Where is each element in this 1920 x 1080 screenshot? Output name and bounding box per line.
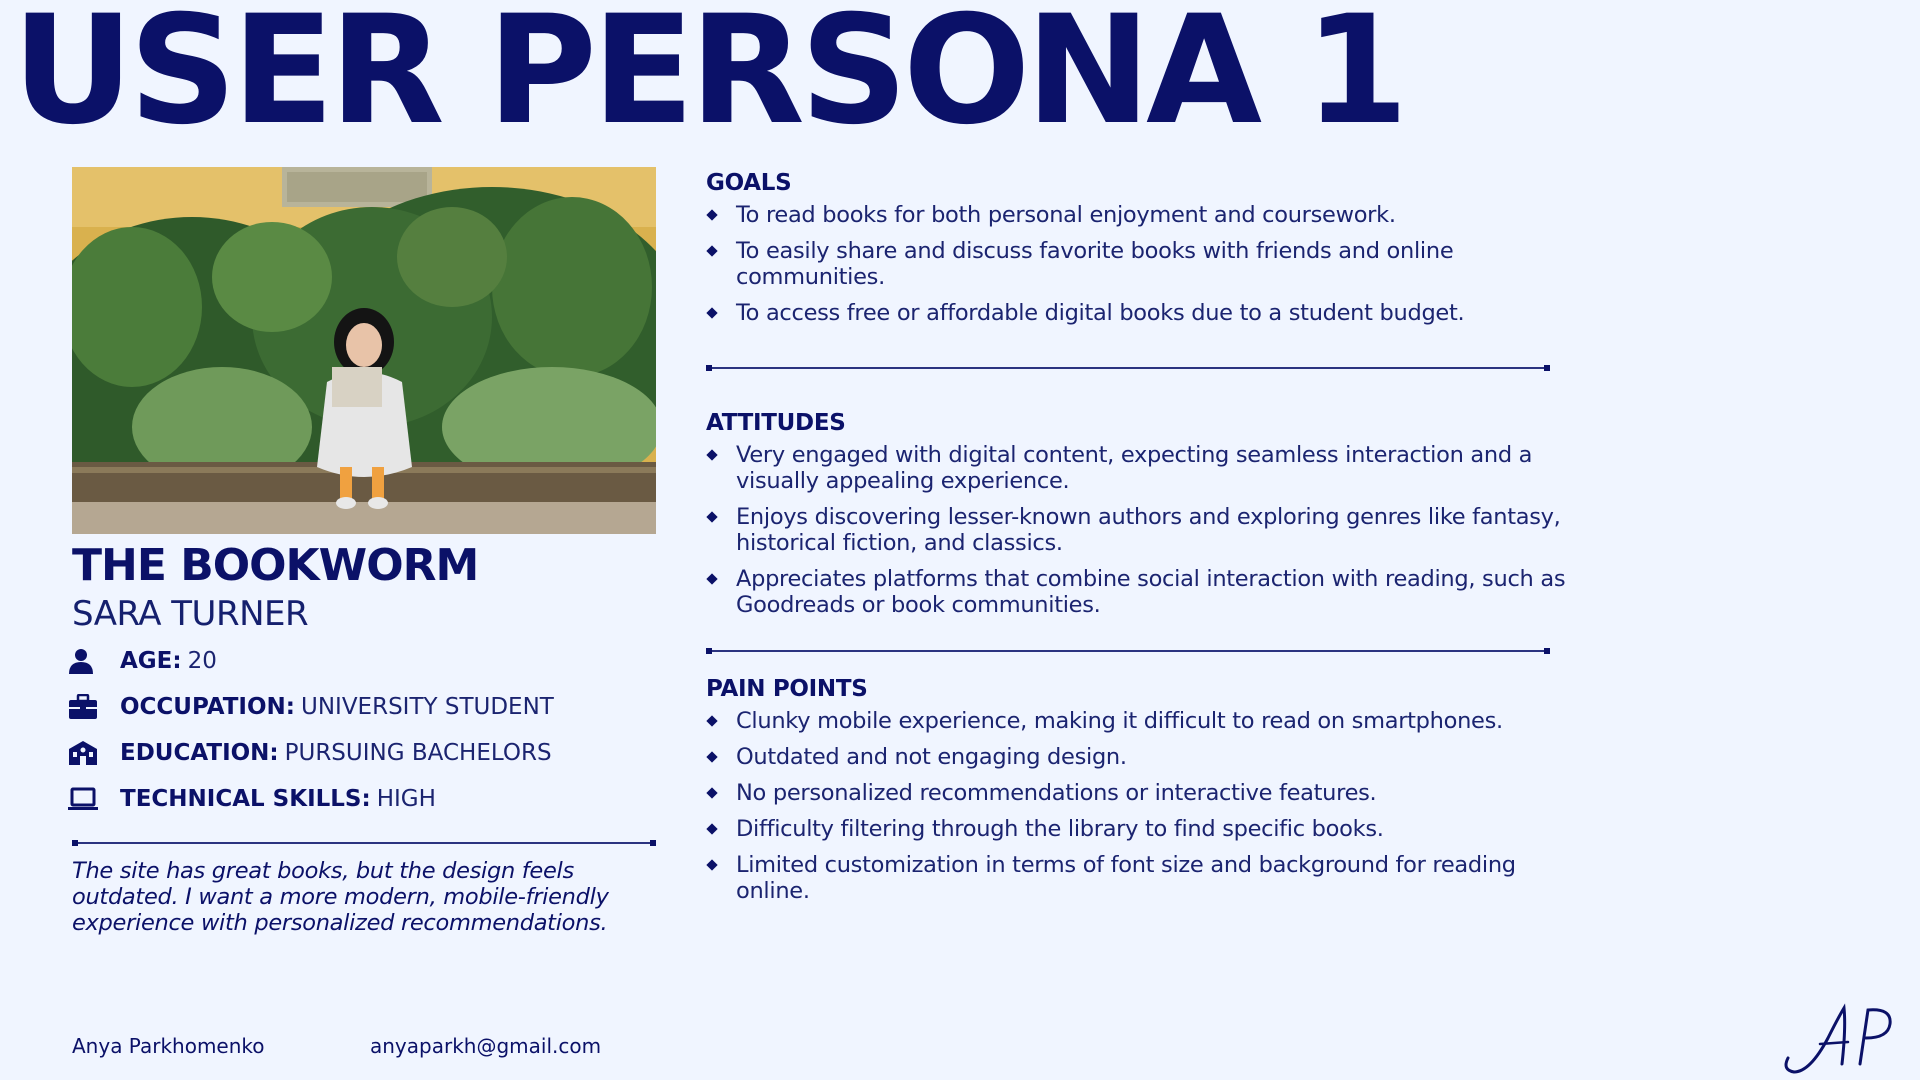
persona-quote: The site has great books, but the design feels outdated. I want a more modern, mobile-friendly experience with personalized recommendations. [72, 858, 609, 936]
fact-occupation: OCCUPATION: UNIVERSITY STUDENT [68, 684, 668, 730]
fact-education: EDUCATION: PURSUING BACHELORS [68, 730, 668, 776]
persona-name: SARA TURNER [72, 594, 309, 634]
list-item: Enjoys discovering lesser-known authors and exploring genres like fantasy, historical fiction, and classics. [706, 504, 1566, 556]
persona-type: THE BOOKWORM [72, 540, 479, 591]
list-item: Difficulty filtering through the library to find specific books. [706, 816, 1566, 842]
laptop-icon [68, 786, 120, 812]
school-icon [68, 740, 120, 766]
author-email[interactable]: anyaparkh@gmail.com [370, 1034, 602, 1058]
list-item: Limited customization in terms of font size and background for reading online. [706, 852, 1566, 904]
list-item: No personalized recommendations or interactive features. [706, 780, 1566, 806]
quote-divider [72, 842, 656, 844]
pain-points-heading: PAIN POINTS [706, 676, 868, 702]
persona-photo [72, 167, 656, 534]
list-item: To easily share and discuss favorite books with friends and online communities. [706, 238, 1566, 290]
author-name: Anya Parkhomenko [72, 1034, 265, 1058]
list-item: Clunky mobile experience, making it difficult to read on smartphones. [706, 708, 1566, 734]
attitudes-heading: ATTITUDES [706, 410, 846, 436]
list-item: Outdated and not engaging design. [706, 744, 1566, 770]
list-item: To access free or affordable digital books due to a student budget. [706, 300, 1566, 326]
attitudes-section [706, 410, 1566, 628]
fact-age: AGE: 20 [68, 638, 668, 684]
page-title: USER PERSONA 1 [12, 0, 1404, 158]
list-item: To read books for both personal enjoyment and coursework. [706, 202, 1566, 228]
person-icon [68, 648, 120, 674]
persona-facts [68, 638, 668, 822]
fact-technical-skills: TECHNICAL SKILLS: HIGH [68, 776, 668, 822]
ap-logo [1780, 998, 1900, 1078]
list-item: Very engaged with digital content, expecting seamless interaction and a visually appealing experience. [706, 442, 1566, 494]
list-item: Appreciates platforms that combine social interaction with reading, such as Goodreads or book communities. [706, 566, 1566, 618]
briefcase-icon [68, 694, 120, 720]
attitudes-divider [706, 650, 1550, 652]
goals-section [706, 170, 1566, 336]
pain-points-section [706, 676, 1566, 914]
goals-divider [706, 367, 1550, 369]
goals-heading: GOALS [706, 170, 792, 196]
